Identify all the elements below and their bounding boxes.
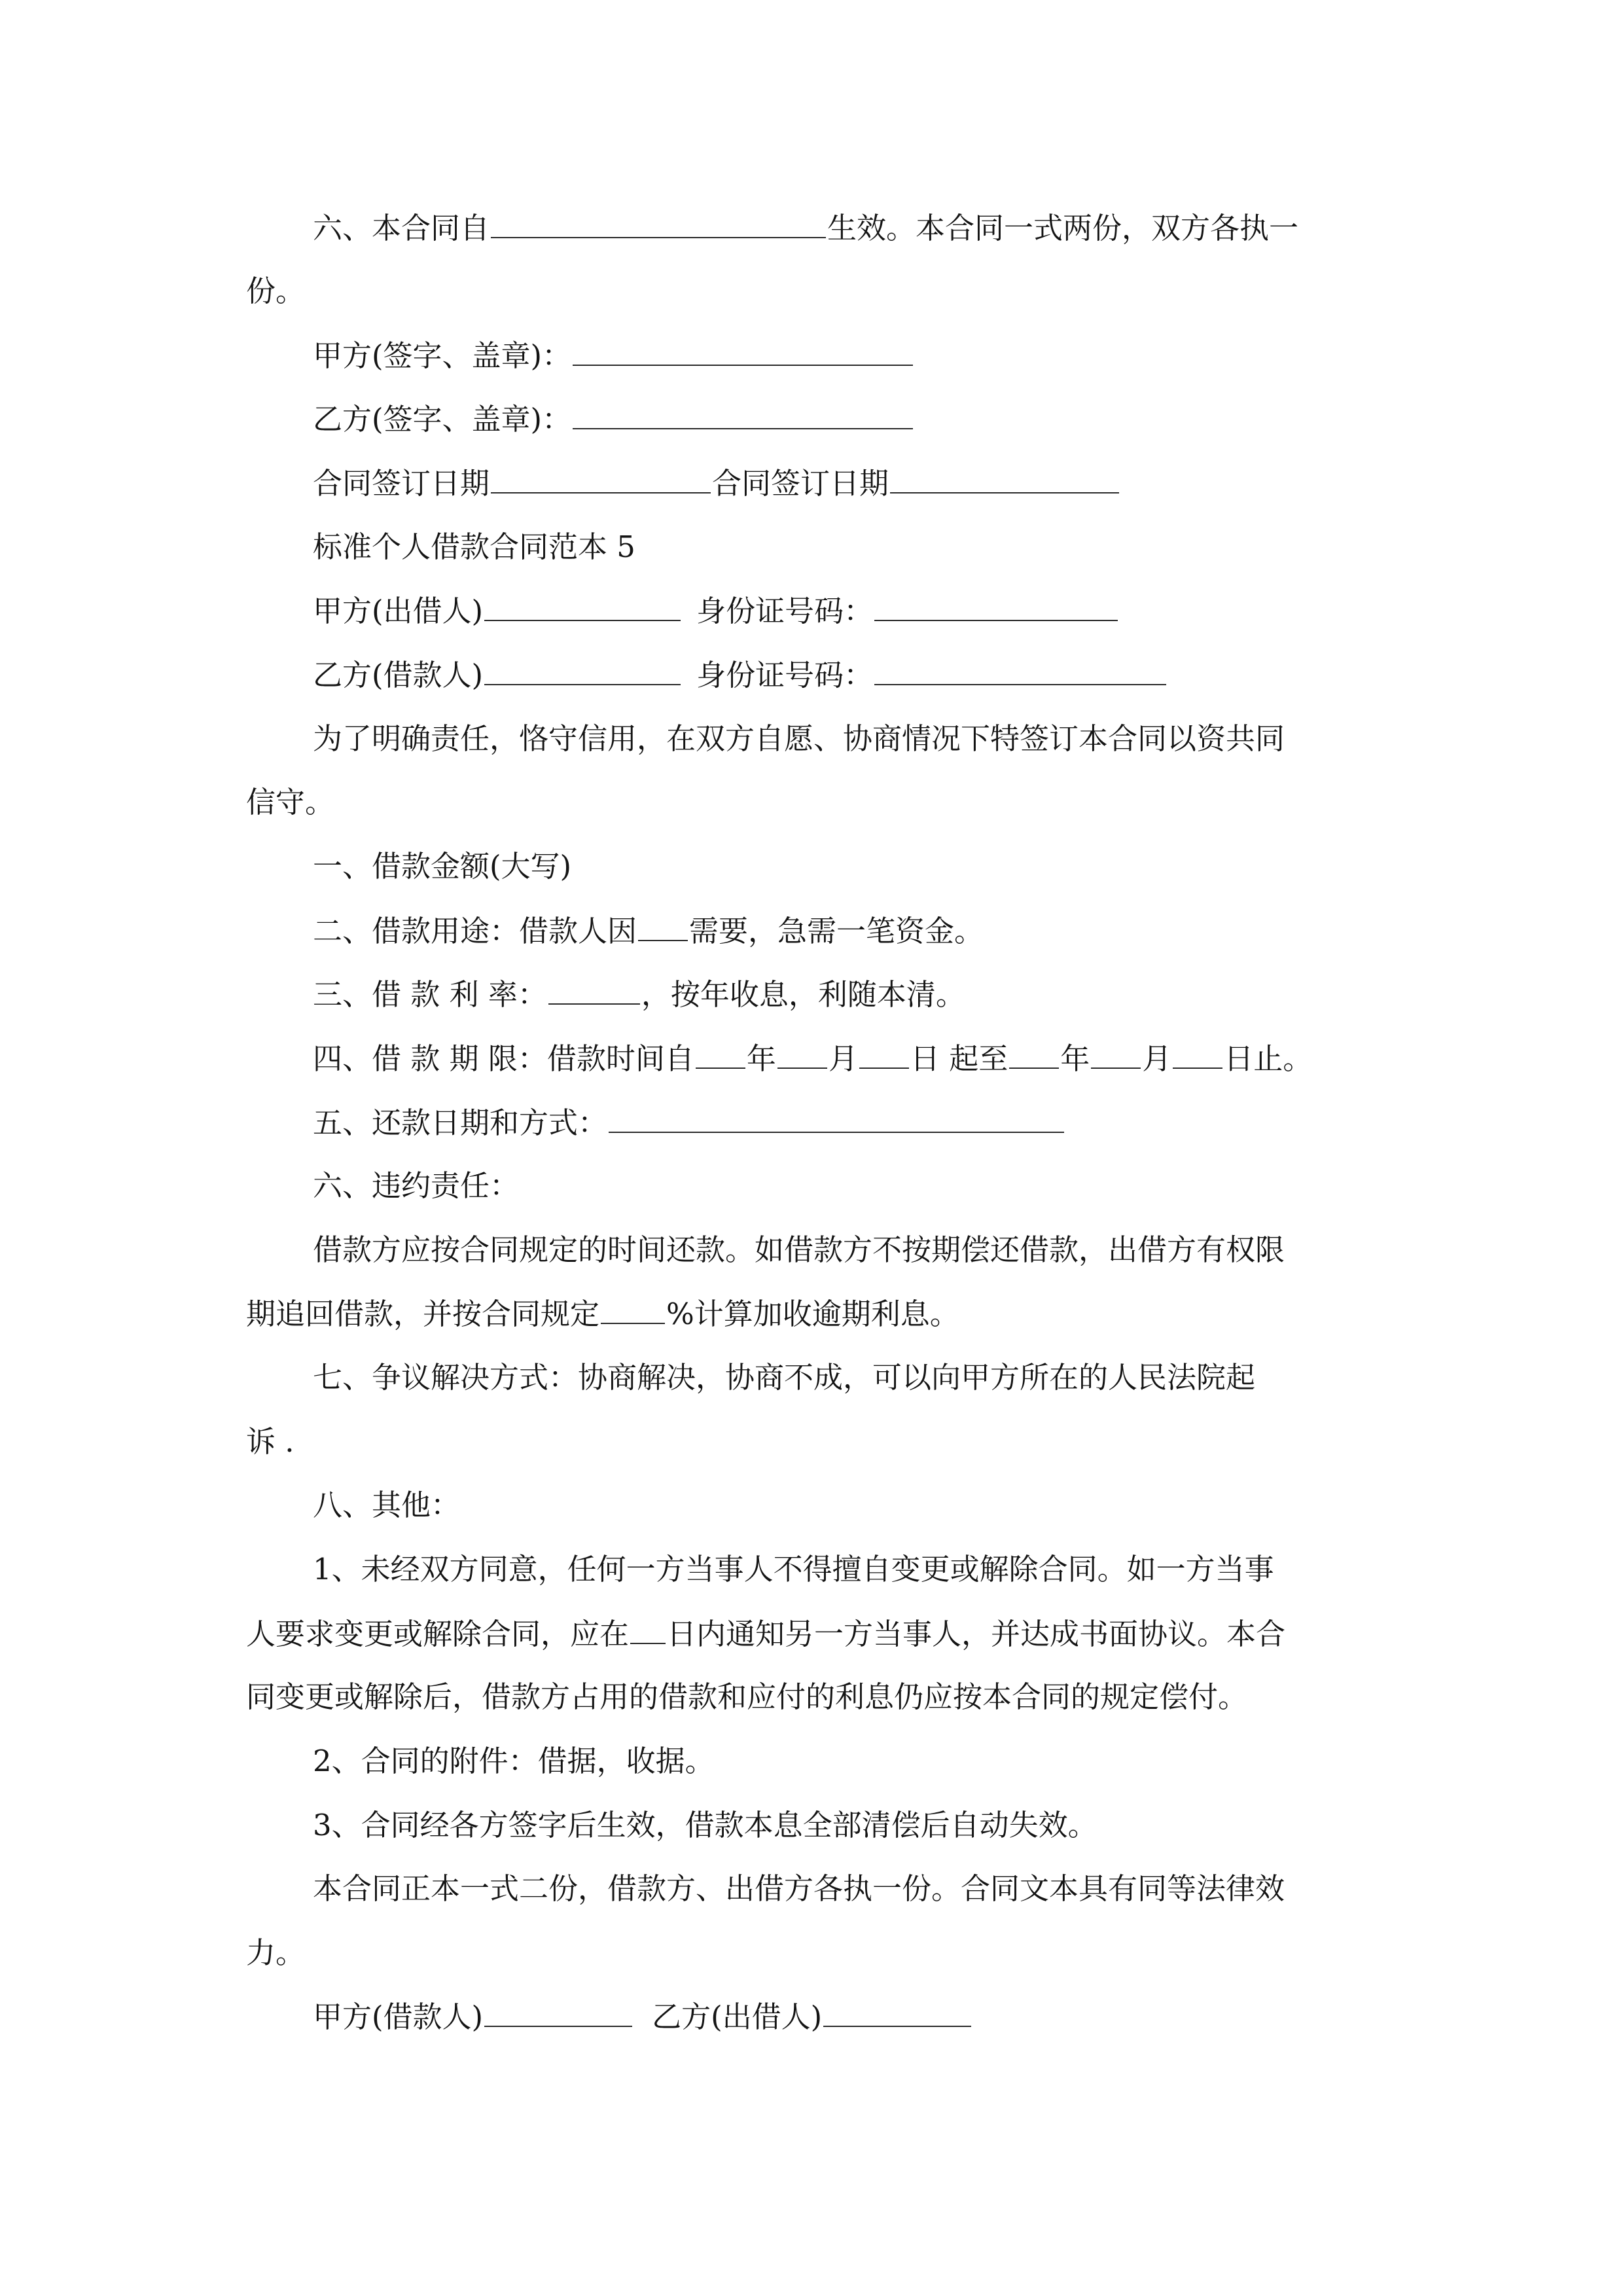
text: 五、还款日期和方式： xyxy=(313,1105,608,1140)
signing-date-line xyxy=(313,463,1386,503)
blank-line xyxy=(609,1103,1064,1133)
blank-line xyxy=(823,1997,971,2027)
blank-line xyxy=(777,1039,827,1069)
blank-line xyxy=(1173,1039,1222,1069)
paragraph-line xyxy=(313,1869,1386,1909)
text: 六、本合同自 xyxy=(313,211,490,245)
text: 诉 . xyxy=(246,1424,294,1459)
paragraph-line xyxy=(313,1806,1386,1845)
blank-line xyxy=(874,655,1166,685)
text: 3、合同经各方签字后生效，借款本息全部清偿后自动失效。 xyxy=(313,1808,1097,1842)
text: 借款方应按合同规定的时间还款。如借款方不按期偿还借款，出借方有权限 xyxy=(313,1232,1285,1267)
text: 2、合同的附件：借据，收据。 xyxy=(313,1744,715,1778)
paragraph-line xyxy=(313,1742,1386,1781)
text: 为了明确责任，恪守信用，在双方自愿、协商情况下特签订本合同以资共同 xyxy=(313,721,1285,756)
text: 本合同正本一式二份，借款方、出借方各执一份。合同文本具有同等法律效 xyxy=(313,1871,1285,1906)
text: 合同签订日期 xyxy=(313,466,490,501)
blank-line xyxy=(601,1294,665,1324)
clause-other xyxy=(313,1486,1386,1525)
text: 力。 xyxy=(246,1935,306,1970)
blank-line xyxy=(874,591,1118,621)
text: 七、争议解决方式：协商解决，协商不成，可以向甲方所在的人民法院起 xyxy=(313,1360,1256,1395)
party-b-signature-line xyxy=(313,399,1386,439)
text: 八、其他： xyxy=(313,1488,461,1522)
text: 同变更或解除后，借款方占用的借款和应付的利息仍应按本合同的规定偿付。 xyxy=(246,1679,1248,1714)
text: 标准个人借款合同范本 5 xyxy=(313,529,635,564)
text: 日内通知另一方当事人，并达成书面协议。本合 xyxy=(667,1617,1286,1651)
text: 甲方(签字、盖章)： xyxy=(313,338,572,373)
text: 四、借 款 期 限：借款时间自 xyxy=(313,1041,694,1076)
clause-interest xyxy=(313,975,1386,1014)
blank-line xyxy=(1091,1039,1141,1069)
paragraph-line xyxy=(313,1230,1386,1270)
blank-line xyxy=(1009,1039,1059,1069)
text: 身份证号码： xyxy=(696,594,874,628)
text: 甲方(借款人) xyxy=(313,2000,484,2034)
blank-line xyxy=(548,975,640,1005)
paragraph-line xyxy=(246,1294,1385,1333)
clause-term xyxy=(313,1039,1386,1078)
paragraph-line xyxy=(246,1614,1385,1653)
paragraph-line xyxy=(246,272,1385,311)
clause-purpose xyxy=(313,911,1386,950)
text: 年 xyxy=(746,1041,776,1076)
paragraph-line xyxy=(246,1933,1385,1973)
text: 期追回借款，并按合同规定 xyxy=(246,1297,600,1331)
blank-line xyxy=(859,1039,909,1069)
text: 六、违约责任： xyxy=(313,1168,520,1203)
section-heading xyxy=(313,528,1386,567)
text: 信守。 xyxy=(246,785,335,819)
blank-line xyxy=(696,1039,745,1069)
text: 一、借款金额(大写) xyxy=(313,849,572,884)
text: 二、借款用途：借款人因 xyxy=(313,914,637,948)
clause-amount xyxy=(313,847,1386,886)
blank-line xyxy=(491,208,826,238)
text: 日 起至 xyxy=(910,1041,1008,1076)
text: 生效。本合同一式两份，双方各执一 xyxy=(827,211,1299,245)
paragraph-line xyxy=(246,783,1385,822)
paragraph-line xyxy=(246,1677,1385,1717)
text: 合同签订日期 xyxy=(712,466,889,501)
text: 人要求变更或解除合同，应在 xyxy=(246,1617,630,1651)
text: 1、未经双方同意，任何一方当事人不得擅自变更或解除合同。如一方当事 xyxy=(313,1552,1274,1587)
text: 甲方(出借人) xyxy=(313,594,484,628)
final-signature-line xyxy=(313,1997,1386,2036)
text: 年 xyxy=(1060,1041,1090,1076)
blank-line xyxy=(638,911,688,941)
blank-line xyxy=(491,463,711,493)
blank-line xyxy=(484,655,681,685)
text: 乙方(出借人) xyxy=(652,2000,823,2034)
blank-line xyxy=(573,336,913,366)
text: 乙方(借款人) xyxy=(313,658,484,692)
text: 乙方(签字、盖章)： xyxy=(313,402,572,437)
lender-line xyxy=(313,591,1386,630)
text: 三、借 款 利 率： xyxy=(313,977,547,1012)
borrower-line xyxy=(313,655,1386,694)
clause-breach xyxy=(313,1166,1386,1206)
blank-line xyxy=(484,1997,632,2027)
text: 身份证号码： xyxy=(696,658,874,692)
paragraph-line xyxy=(246,1422,1385,1462)
paragraph-line xyxy=(313,719,1386,759)
clause-6-effective-line xyxy=(313,208,1386,247)
blank-line xyxy=(484,591,681,621)
blank-line xyxy=(890,463,1119,493)
party-a-signature-line xyxy=(313,336,1386,375)
text: %计算加收逾期利息。 xyxy=(666,1297,959,1331)
text: 月 xyxy=(1142,1041,1172,1076)
text: 份。 xyxy=(246,274,306,308)
blank-line xyxy=(573,399,913,429)
clause-dispute xyxy=(313,1358,1386,1397)
text: 月 xyxy=(828,1041,858,1076)
text: ，按年收息，利随本清。 xyxy=(641,977,965,1012)
paragraph-line xyxy=(313,1550,1386,1589)
clause-repayment xyxy=(313,1103,1386,1142)
text: 日止。 xyxy=(1224,1041,1313,1076)
text: 需要，急需一笔资金。 xyxy=(689,914,984,948)
blank-line xyxy=(630,1614,666,1644)
